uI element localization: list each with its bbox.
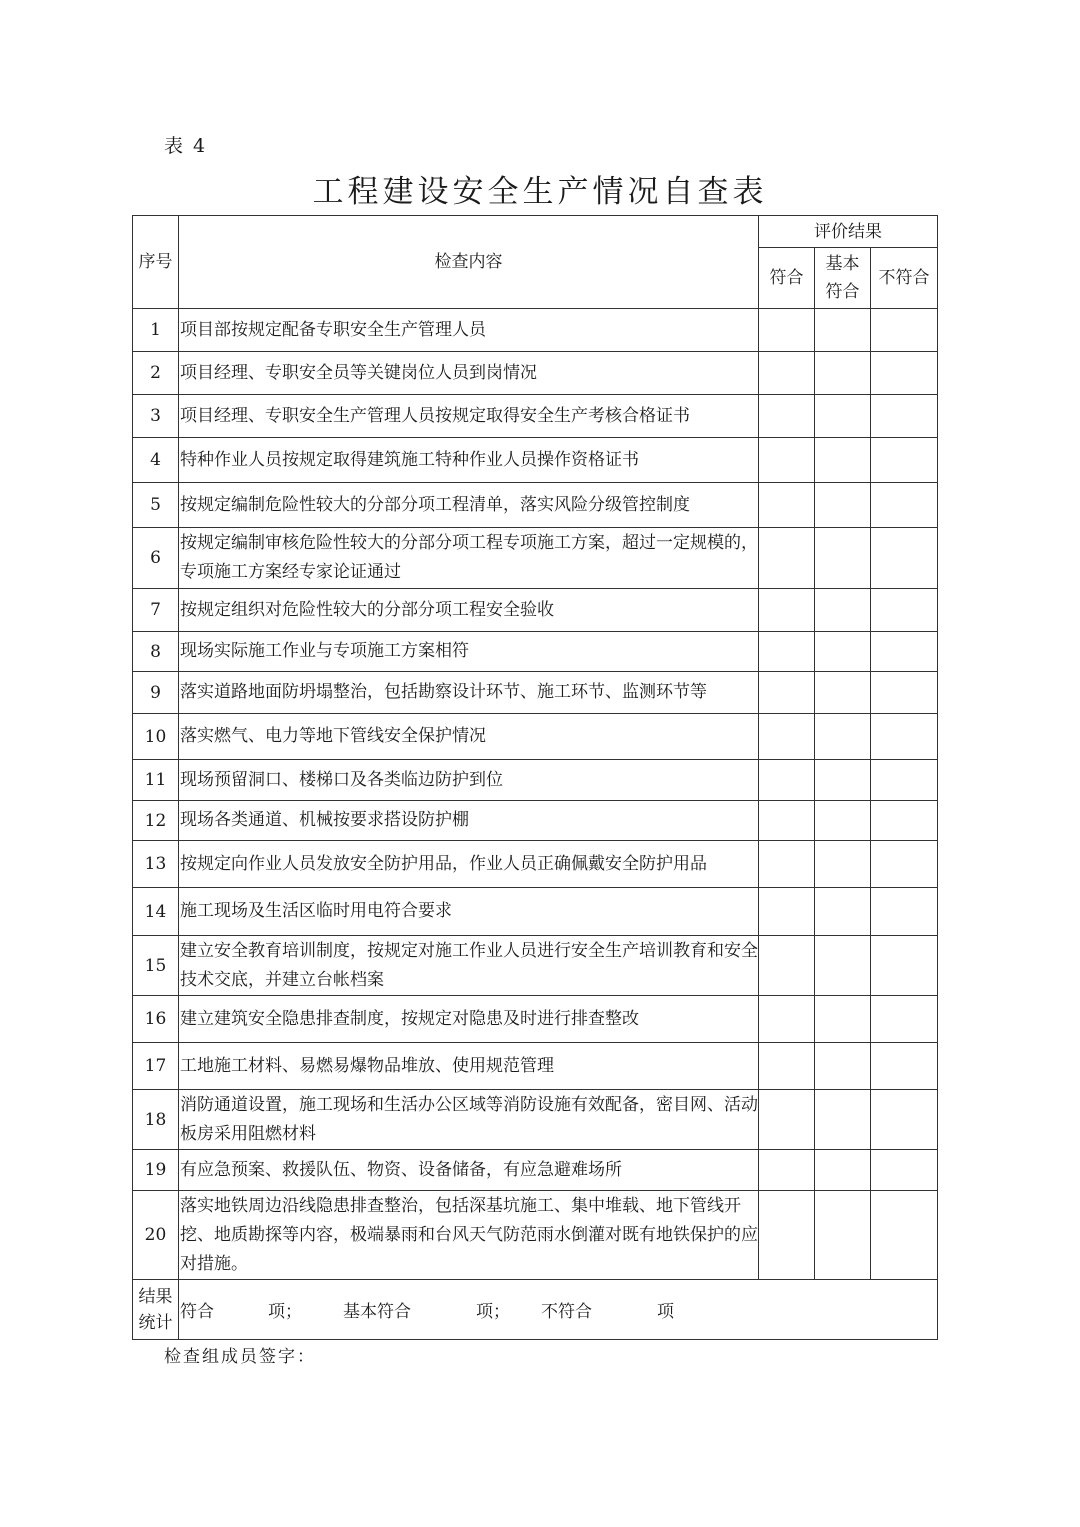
row-no: 17 [133,1043,179,1090]
row-content: 消防通道设置，施工现场和生活办公区域等消防设施有效配备，密目网、活动板房采用阻燃材料 [179,1090,759,1150]
basic-conform-cell[interactable] [815,760,871,801]
row-content: 现场各类通道、机械按要求搭设防护棚 [179,801,759,841]
signature-label: 检查组成员签字： [164,1347,316,1367]
conform-cell[interactable] [759,1090,815,1150]
table-row [133,841,938,888]
row-content: 施工现场及生活区临时用电符合要求 [179,888,759,936]
row-no: 2 [133,352,179,395]
row-content: 项目经理、专职安全生产管理人员按规定取得安全生产考核合格证书 [179,395,759,438]
table-row [133,352,938,395]
table-row [133,888,938,936]
row-no: 5 [133,483,179,528]
summary-conform-label: 符合 [180,1302,214,1322]
row-content: 项目经理、专职安全员等关键岗位人员到岗情况 [179,352,759,395]
self-check-table [132,215,938,1340]
nonconform-cell[interactable] [871,589,938,632]
nonconform-cell[interactable] [871,936,938,996]
row-content: 落实道路地面防坍塌整治，包括勘察设计环节、施工环节、监测环节等 [179,672,759,714]
row-content: 项目部按规定配备专职安全生产管理人员 [179,309,759,352]
row-content: 按规定向作业人员发放安全防护用品，作业人员正确佩戴安全防护用品 [179,841,759,888]
basic-conform-cell[interactable] [815,483,871,528]
row-no: 15 [133,936,179,996]
header-content: 检查内容 [179,216,759,309]
table-row [133,801,938,841]
basic-conform-cell[interactable] [815,1043,871,1090]
table-row [133,1043,938,1090]
nonconform-cell[interactable] [871,996,938,1043]
row-content: 有应急预案、救援队伍、物资、设备储备，有应急避难场所 [179,1150,759,1191]
nonconform-cell[interactable] [871,672,938,714]
nonconform-cell[interactable] [871,714,938,760]
basic-conform-cell[interactable] [815,672,871,714]
basic-conform-cell[interactable] [815,1090,871,1150]
conform-cell[interactable] [759,632,815,672]
table-row [133,1090,938,1150]
table-row [133,589,938,632]
nonconform-cell[interactable] [871,632,938,672]
nonconform-cell[interactable] [871,1191,938,1280]
row-content: 工地施工材料、易燃易爆物品堆放、使用规范管理 [179,1043,759,1090]
row-no: 8 [133,632,179,672]
conform-cell[interactable] [759,1043,815,1090]
table-row [133,1191,938,1280]
summary-basic-conform-unit: 项； [476,1302,510,1322]
row-no: 6 [133,528,179,589]
summary-label-line1: 结果 [138,1286,173,1307]
conform-cell[interactable] [759,352,815,395]
basic-conform-cell[interactable] [815,996,871,1043]
document-title: 工程建设安全生产情况自查表 [312,174,768,210]
row-content: 落实燃气、电力等地下管线安全保护情况 [179,714,759,760]
row-no: 10 [133,714,179,760]
basic-conform-cell[interactable] [815,632,871,672]
basic-conform-cell[interactable] [815,936,871,996]
row-no: 11 [133,760,179,801]
basic-conform-cell[interactable] [815,888,871,936]
row-content: 落实地铁周边沿线隐患排查整治，包括深基坑施工、集中堆载、地下管线开挖、地质勘探等内容，极端暴雨和台风天气防范雨水倒灌对既有地铁保护的应对措施。 [179,1191,759,1280]
row-no: 14 [133,888,179,936]
table-row [133,438,938,483]
row-no: 18 [133,1090,179,1150]
basic-conform-cell[interactable] [815,841,871,888]
nonconform-cell[interactable] [871,1090,938,1150]
table-row [133,395,938,438]
basic-conform-cell[interactable] [815,714,871,760]
table-row [133,309,938,352]
row-content: 特种作业人员按规定取得建筑施工特种作业人员操作资格证书 [179,438,759,483]
basic-conform-cell[interactable] [815,1150,871,1191]
row-no: 1 [133,309,179,352]
table-row [133,760,938,801]
basic-conform-cell[interactable] [815,438,871,483]
nonconform-cell[interactable] [871,801,938,841]
nonconform-cell[interactable] [871,395,938,438]
nonconform-cell[interactable] [871,309,938,352]
summary-label [133,1280,179,1340]
table-row [133,672,938,714]
summary-nonconform-label: 不符合 [541,1302,592,1322]
summary-basic-conform-label: 基本符合 [343,1302,411,1322]
header-no: 序号 [133,216,179,309]
header-basic-conform-line2: 符合 [825,282,860,302]
header-basic-conform [815,248,871,309]
nonconform-cell[interactable] [871,1150,938,1191]
conform-cell[interactable] [759,801,815,841]
table-row [133,714,938,760]
summary-label-line2: 统计 [138,1312,173,1333]
row-no: 20 [133,1191,179,1280]
conform-cell[interactable] [759,395,815,438]
summary-row [133,1280,938,1340]
basic-conform-cell[interactable] [815,352,871,395]
row-no: 4 [133,438,179,483]
summary-nonconform-unit: 项 [657,1302,674,1322]
row-content: 建立建筑安全隐患排查制度，按规定对隐患及时进行排查整改 [179,996,759,1043]
row-no: 16 [133,996,179,1043]
basic-conform-cell[interactable] [815,395,871,438]
table-row [133,936,938,996]
summary-conform-unit: 项； [268,1302,302,1322]
basic-conform-cell[interactable] [815,589,871,632]
nonconform-cell[interactable] [871,841,938,888]
table-row [133,528,938,589]
summary-content [179,1280,938,1340]
nonconform-cell[interactable] [871,760,938,801]
conform-cell[interactable] [759,528,815,589]
nonconform-cell[interactable] [871,888,938,936]
basic-conform-cell[interactable] [815,528,871,589]
nonconform-cell[interactable] [871,1043,938,1090]
table-row [133,1150,938,1191]
conform-cell[interactable] [759,1150,815,1191]
table-row [133,632,938,672]
row-no: 19 [133,1150,179,1191]
conform-cell[interactable] [759,760,815,801]
conform-cell[interactable] [759,1191,815,1280]
row-content: 按规定编制审核危险性较大的分部分项工程专项施工方案，超过一定规模的，专项施工方案经专家论证通过 [179,528,759,589]
conform-cell[interactable] [759,438,815,483]
table-row [133,483,938,528]
row-no: 7 [133,589,179,632]
row-no: 3 [133,395,179,438]
basic-conform-cell[interactable] [815,1191,871,1280]
row-content: 按规定组织对危险性较大的分部分项工程安全验收 [179,589,759,632]
conform-cell[interactable] [759,483,815,528]
conform-cell[interactable] [759,996,815,1043]
conform-cell[interactable] [759,309,815,352]
nonconform-cell[interactable] [871,352,938,395]
row-content: 现场实际施工作业与专项施工方案相符 [179,632,759,672]
basic-conform-cell[interactable] [815,801,871,841]
header-result-group: 评价结果 [759,216,938,248]
row-no: 12 [133,801,179,841]
header-basic-conform-line1: 基本 [825,254,860,274]
nonconform-cell[interactable] [871,438,938,483]
header-nonconform: 不符合 [871,248,938,309]
conform-cell[interactable] [759,672,815,714]
table-number-label: 表 4 [164,135,208,157]
conform-cell[interactable] [759,936,815,996]
nonconform-cell[interactable] [871,528,938,589]
table-row [133,996,938,1043]
nonconform-cell[interactable] [871,483,938,528]
conform-cell[interactable] [759,841,815,888]
row-content: 现场预留洞口、楼梯口及各类临边防护到位 [179,760,759,801]
basic-conform-cell[interactable] [815,309,871,352]
row-no: 9 [133,672,179,714]
conform-cell[interactable] [759,589,815,632]
conform-cell[interactable] [759,714,815,760]
row-content: 按规定编制危险性较大的分部分项工程清单，落实风险分级管控制度 [179,483,759,528]
conform-cell[interactable] [759,888,815,936]
row-content: 建立安全教育培训制度，按规定对施工作业人员进行安全生产培训教育和安全技术交底，并建立台帐档案 [179,936,759,996]
header-conform: 符合 [759,248,815,309]
row-no: 13 [133,841,179,888]
